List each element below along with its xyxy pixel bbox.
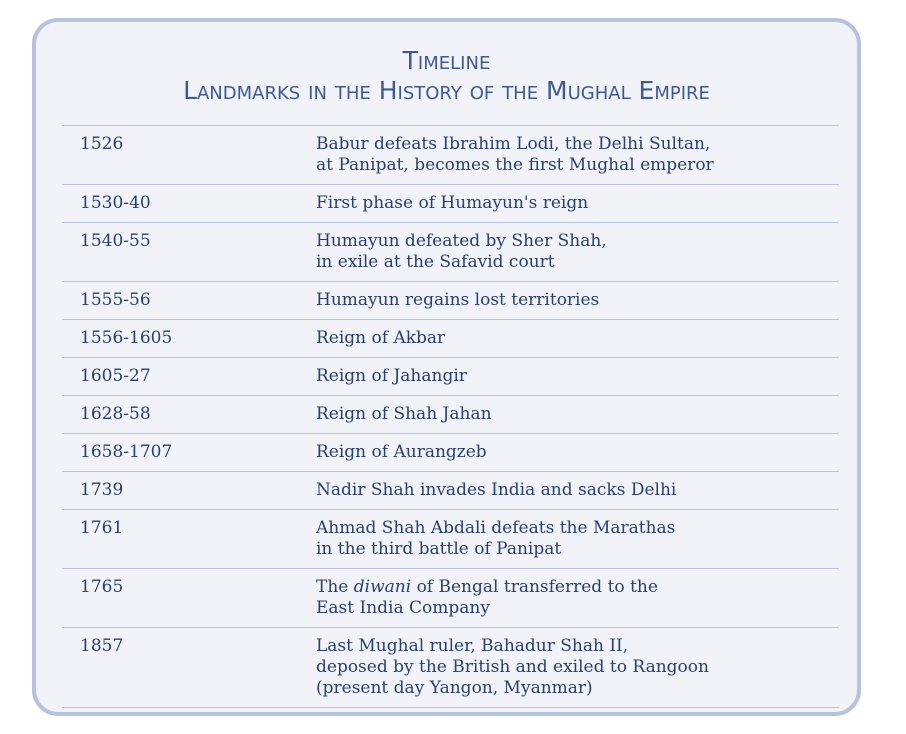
event-line: in exile at the Safavid court	[316, 252, 555, 272]
event-cell	[316, 518, 675, 560]
event-cell	[316, 442, 487, 463]
event-cell	[316, 480, 676, 501]
event-cell	[316, 193, 588, 214]
table-row	[62, 126, 839, 185]
table-row	[62, 358, 839, 396]
year-cell: 1526	[80, 134, 124, 154]
table-row	[62, 628, 839, 708]
year-cell: 1556-1605	[80, 328, 173, 348]
table-row	[62, 282, 839, 320]
year-cell: 1857	[80, 636, 124, 656]
event-line: at Panipat, becomes the first Mughal emperor	[316, 155, 714, 175]
year-cell: 1739	[80, 480, 124, 500]
event-cell	[316, 577, 658, 619]
page-title	[36, 46, 857, 106]
event-line: Humayun defeated by Sher Shah,	[316, 231, 607, 251]
year-cell: 1765	[80, 577, 124, 597]
event-line: East India Company	[316, 598, 490, 618]
event-cell	[316, 636, 709, 699]
table-row	[62, 510, 839, 569]
event-line: Reign of Shah Jahan	[316, 404, 492, 424]
event-line: Reign of Aurangzeb	[316, 442, 487, 462]
event-line: Nadir Shah invades India and sacks Delhi	[316, 480, 677, 500]
event-line: Reign of Jahangir	[316, 366, 467, 386]
event-cell	[316, 328, 445, 349]
event-cell	[316, 290, 599, 311]
year-cell: 1555-56	[80, 290, 151, 310]
event-cell	[316, 134, 714, 176]
table-row	[62, 396, 839, 434]
year-cell: 1761	[80, 518, 124, 538]
title-line-2: Landmarks in the History of the Mughal Empire	[183, 76, 710, 105]
event-line: Babur defeats Ibrahim Lodi, the Delhi Sultan,	[316, 134, 711, 154]
event-line: Reign of Akbar	[316, 328, 446, 348]
table-row	[62, 569, 839, 628]
year-cell: 1628-58	[80, 404, 151, 424]
year-cell: 1605-27	[80, 366, 151, 386]
event-cell	[316, 231, 607, 273]
timeline-table	[62, 125, 839, 708]
table-row	[62, 472, 839, 510]
year-cell: 1530-40	[80, 193, 151, 213]
year-cell: 1658-1707	[80, 442, 173, 462]
event-cell	[316, 366, 467, 387]
event-line: in the third battle of Panipat	[316, 539, 562, 559]
event-line: Ahmad Shah Abdali defeats the Marathas	[316, 518, 676, 538]
table-row	[62, 320, 839, 358]
table-row	[62, 223, 839, 282]
event-line: Last Mughal ruler, Bahadur Shah II,	[316, 636, 629, 656]
event-line: The diwani of Bengal transferred to the	[316, 577, 658, 597]
event-line: First phase of Humayun's reign	[316, 193, 589, 213]
event-line: Humayun regains lost territories	[316, 290, 600, 310]
title-line-1: Timeline	[402, 46, 491, 75]
table-row	[62, 185, 839, 223]
timeline-card	[32, 18, 861, 716]
event-cell	[316, 404, 492, 425]
event-line: deposed by the British and exiled to Rangoon	[316, 657, 709, 677]
event-line: (present day Yangon, Myanmar)	[316, 678, 593, 698]
year-cell: 1540-55	[80, 231, 151, 251]
table-row	[62, 434, 839, 472]
